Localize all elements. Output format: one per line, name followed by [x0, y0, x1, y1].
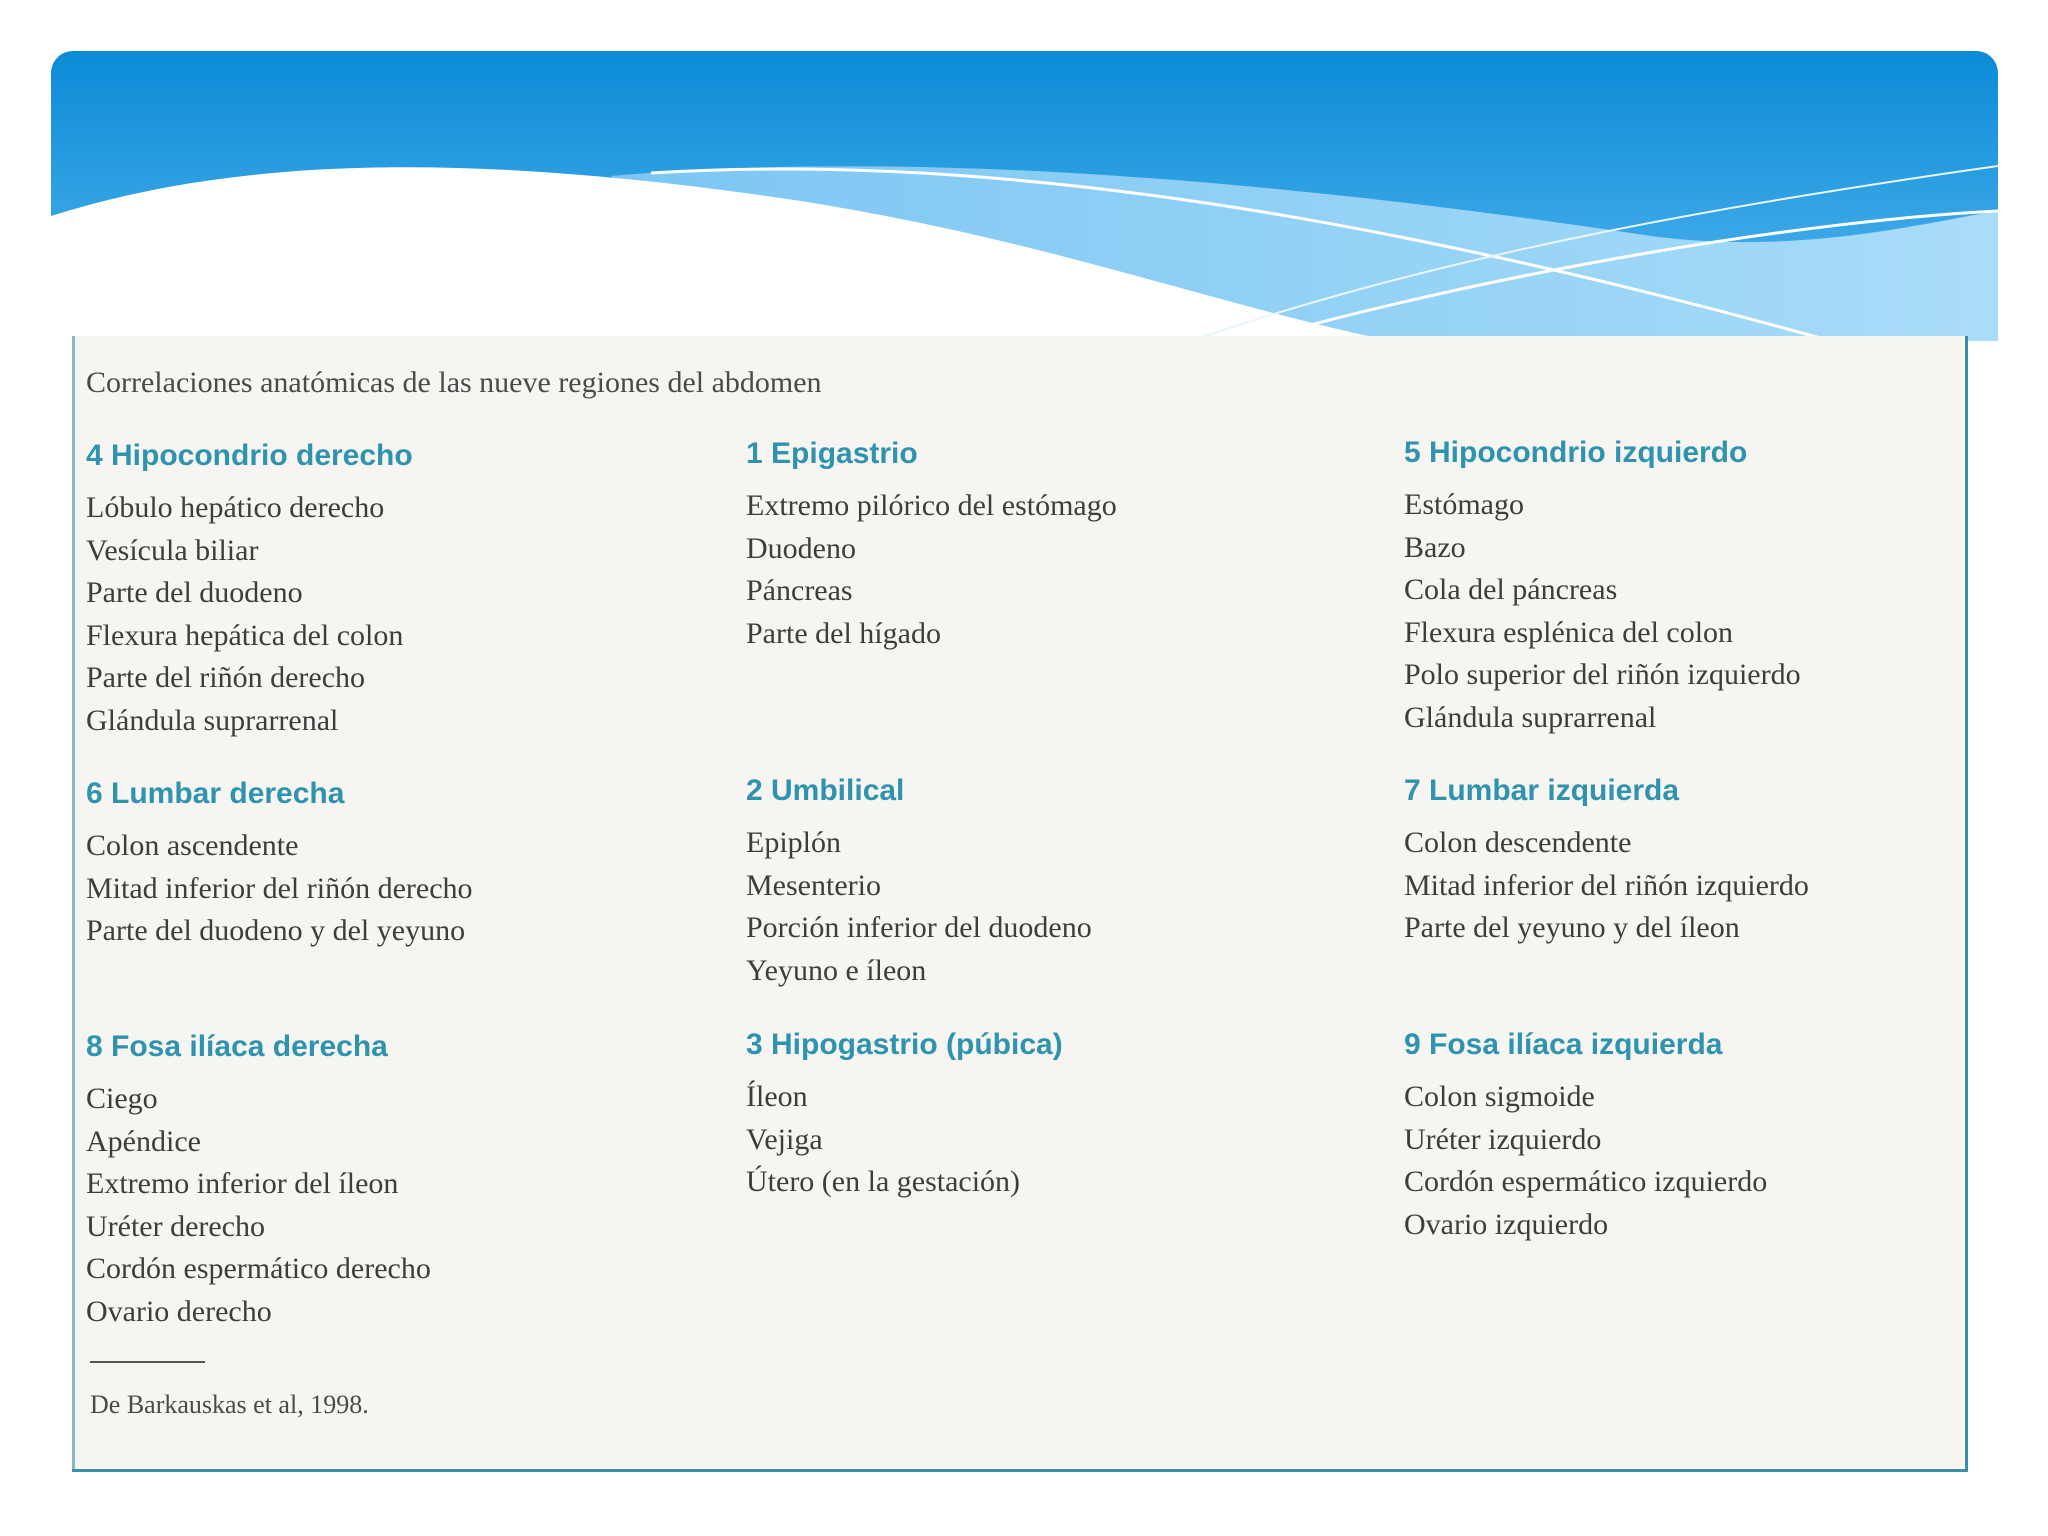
region-fosa-iliaca-derecha	[86, 1026, 706, 1333]
list-item: Duodeno	[746, 531, 856, 565]
list-item: Cordón espermático derecho	[86, 1252, 431, 1285]
region-fosa-iliaca-izquierda	[1404, 1024, 2024, 1246]
region-title: 3 Hipogastrio (púbica)	[746, 1028, 1063, 1061]
region-lumbar-izquierda	[1404, 770, 2024, 950]
list-item: Colon descendente	[1404, 826, 1632, 859]
organ-list	[746, 485, 1366, 655]
list-item: Mitad inferior del riñón izquierdo	[1404, 868, 1809, 902]
list-item: Ovario derecho	[86, 1294, 272, 1328]
list-item: Vejiga	[746, 1122, 823, 1156]
region-title: 9 Fosa ilíaca izquierda	[1404, 1028, 1723, 1061]
list-item: Útero (en la gestación)	[746, 1165, 1021, 1198]
region-hipocondrio-izquierdo	[1404, 432, 2024, 739]
region-title: 7 Lumbar izquierda	[1404, 774, 1680, 807]
table-caption: Correlaciones anatómicas de las nueve regiones del abdomen	[86, 366, 822, 399]
list-item: Glándula suprarrenal	[86, 703, 339, 737]
region-title: 6 Lumbar derecha	[86, 777, 345, 810]
wave-decoration	[51, 51, 1998, 341]
list-item: Porción inferior del duodeno	[746, 911, 1092, 944]
region-umbilical	[746, 770, 1366, 992]
list-item: Apéndice	[86, 1124, 201, 1158]
list-item: Colon sigmoide	[1404, 1080, 1595, 1113]
slide-header-banner	[51, 51, 1998, 341]
list-item: Lóbulo hepático derecho	[86, 491, 385, 524]
list-item: Uréter izquierdo	[1404, 1122, 1602, 1156]
list-item: Cordón espermático izquierdo	[1404, 1165, 1768, 1198]
list-item: Extremo pilórico del estómago	[746, 489, 1117, 522]
organ-list	[86, 1078, 706, 1333]
list-item: Mesenterio	[746, 868, 881, 902]
list-item: Parte del riñón derecho	[86, 661, 366, 694]
source-citation: De Barkauskas et al, 1998.	[90, 1390, 369, 1419]
list-item: Parte del hígado	[746, 616, 941, 650]
list-item: Ovario izquierdo	[1404, 1207, 1609, 1241]
organ-list	[1404, 1076, 2024, 1246]
region-hipocondrio-derecho	[86, 435, 706, 742]
region-title: 4 Hipocondrio derecho	[86, 439, 413, 472]
organ-list	[86, 487, 706, 742]
organ-list	[746, 1076, 1366, 1204]
list-item: Parte del duodeno	[86, 576, 303, 609]
list-item: Yeyuno e íleon	[746, 953, 927, 987]
region-title: 1 Epigastrio	[746, 437, 918, 470]
list-item: Mitad inferior del riñón derecho	[86, 871, 473, 905]
region-title: 5 Hipocondrio izquierdo	[1404, 436, 1748, 469]
organ-list	[86, 825, 706, 953]
organ-list	[746, 822, 1366, 992]
list-item: Glándula suprarrenal	[1404, 700, 1657, 734]
list-item: Estómago	[1404, 488, 1524, 521]
list-item: Extremo inferior del íleon	[86, 1167, 399, 1200]
list-item: Epiplón	[746, 826, 841, 859]
region-lumbar-derecha	[86, 773, 706, 953]
anatomy-table	[72, 336, 1968, 1472]
list-item: Flexura esplénica del colon	[1404, 615, 1734, 649]
list-item: Vesícula biliar	[86, 533, 259, 567]
list-item: Colon ascendente	[86, 829, 299, 862]
list-item: Parte del duodeno y del yeyuno	[86, 914, 466, 947]
list-item: Polo superior del riñón izquierdo	[1404, 658, 1801, 691]
organ-list	[1404, 484, 2024, 739]
list-item: Flexura hepática del colon	[86, 618, 404, 652]
list-item: Íleon	[746, 1080, 808, 1113]
organ-list	[1404, 822, 2024, 950]
region-title: 8 Fosa ilíaca derecha	[86, 1030, 388, 1063]
footnote-divider	[90, 1361, 205, 1363]
region-title: 2 Umbilical	[746, 774, 905, 807]
region-hipogastrio	[746, 1024, 1366, 1204]
list-item: Páncreas	[746, 574, 853, 607]
list-item: Uréter derecho	[86, 1209, 266, 1243]
list-item: Ciego	[86, 1082, 158, 1115]
list-item: Parte del yeyuno y del íleon	[1404, 911, 1740, 944]
list-item: Bazo	[1404, 530, 1466, 564]
list-item: Cola del páncreas	[1404, 573, 1618, 606]
region-epigastrio	[746, 433, 1366, 655]
